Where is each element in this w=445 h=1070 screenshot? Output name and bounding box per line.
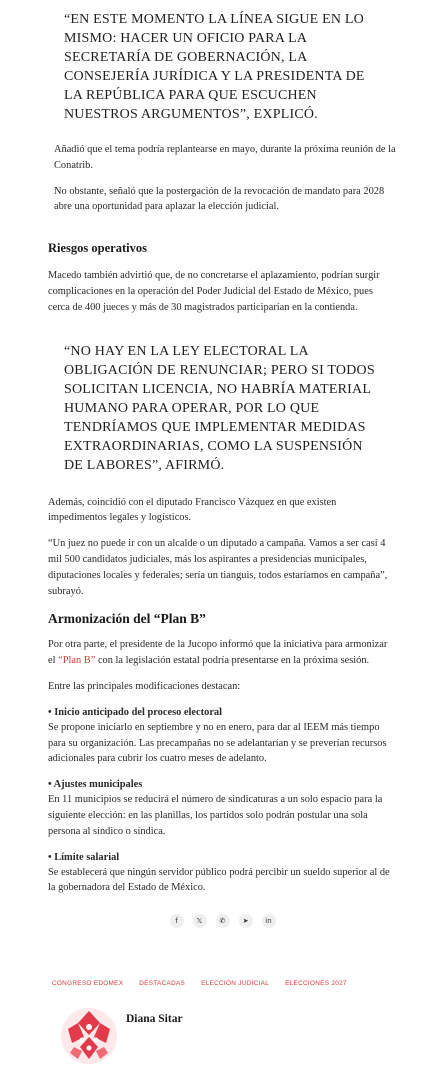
tag-link[interactable]: ELECCIONES 2027 [285, 980, 347, 988]
list-item-body: Se establecerá que ningún servidor público podrá percibir un sueldo superior al de la gobernadora del Estado de México. [48, 866, 390, 894]
list-intro: Entre las principales modificaciones destacan: [48, 680, 241, 692]
paragraph-2: No obstante, señaló que la postergación de la revocación de mandato para 2028 abre una oportunidad para aplazar la elección judicial. [54, 185, 385, 213]
paragraph-riesgos: Macedo también advirtió que, de no concretarse el aplazamiento, podrían surgir complicaciones en la operación del Poder Judicial del Estado de México, pues cerca de 400 jueces y más de 30 magistrados participarían en la contienda. [48, 270, 380, 313]
section-heading-riesgos: Riesgos operativos [48, 241, 147, 256]
list-item [48, 777, 397, 839]
share-bar [48, 914, 397, 928]
telegram-icon[interactable]: ➤ [239, 914, 253, 928]
section-heading-plan-b: Armonización del “Plan B” [48, 611, 206, 627]
paragraph-3: Además, coincidió con el diputado Francisco Vázquez en que existen impedimentos legales y logísticos. [48, 496, 337, 524]
list-item [48, 850, 397, 897]
x-icon[interactable]: 𝕏 [193, 914, 207, 928]
paragraph-4: “Un juez no puede ir con un alcalde o un diputado a campaña. Vamos a ser casi 4 mil 500 candidatos judiciales, más los aspirantes a presidencias municipales, diputaciones locales y federales; sería un tianguis, todos estaríamos en campaña”, subrayó. [48, 538, 388, 597]
linkedin-icon[interactable]: in [262, 914, 276, 928]
whatsapp-icon[interactable]: ✆ [216, 914, 230, 928]
list-item-title: • Inicio anticipado del proceso electoral [48, 706, 223, 718]
tag-link[interactable]: ELECCIÓN JUDICIAL [201, 980, 270, 988]
article-body [0, 10, 445, 928]
paragraph-1: Añadió que el tema podría replantearse en mayo, durante la próxima reunión de la Conatrib. [54, 144, 396, 171]
tag-link[interactable]: DESTACADAS [139, 980, 186, 988]
plan-b-text-after: con la legislación estatal podría presentarse en la próxima sesión. [95, 655, 370, 667]
author-name[interactable]: Diana Sitar [126, 1013, 183, 1026]
list-item-body: Se propone iniciarlo en septiembre y no en enero, para dar al IEEM más tiempo para su organización. Las precampañas no se adelantarían y se preverían recursos adicionales para cubrir los cuatro meses de adelanto. [48, 721, 387, 765]
avatar-pattern-icon [60, 1007, 118, 1065]
list-item-title: • Ajustes municipales [48, 779, 143, 791]
list-item-title: • Límite salarial [48, 851, 120, 863]
facebook-icon[interactable]: f [170, 914, 184, 928]
author-box [60, 1007, 445, 1065]
paragraph-plan-b [48, 637, 397, 669]
pull-quote-1: “EN ESTE MOMENTO LA LÍNEA SIGUE EN LO MISMO: HACER UN OFICIO PARA LA SECRETARÍA DE GOBERNACIÓN, LA CONSEJERÍA JURÍDICA Y LA PRESIDENTA DE LA REPÚBLICA PARA QUE ESCUCHEN NUESTROS ARGUMENTOS”, EXPLICÓ. [64, 12, 365, 122]
plan-b-link[interactable]: “Plan B” [58, 655, 96, 667]
tag-link[interactable]: CONGRESO EDOMEX [52, 980, 124, 988]
tag-list [52, 980, 445, 987]
avatar[interactable] [60, 1007, 118, 1065]
list-item-body: En 11 municipios se reducirá el número de sindicaturas a un solo espacio para la siguiente elección: en las planillas, los partidos solo podrán postular una sola persona al síndico o síndica. [48, 794, 383, 837]
plan-b-text-before: Por otra parte, el presidente de la Jucopo informó que la iniciativa para armonizar el [48, 639, 388, 667]
pull-quote-2: “NO HAY EN LA LEY ELECTORAL LA OBLIGACIÓN DE RENUNCIAR; PERO SI TODOS SOLICITAN LICENCIA, NO HABRÍA MATERIAL HUMANO PARA OPERAR, POR LO QUE TENDRÍAMOS QUE IMPLEMENTAR MEDIDAS EXTRAORDINARIAS, COMO LA SUSPENSIÓN DE LABORES”, AFIRMÓ. [64, 343, 375, 473]
list-item [48, 705, 397, 767]
